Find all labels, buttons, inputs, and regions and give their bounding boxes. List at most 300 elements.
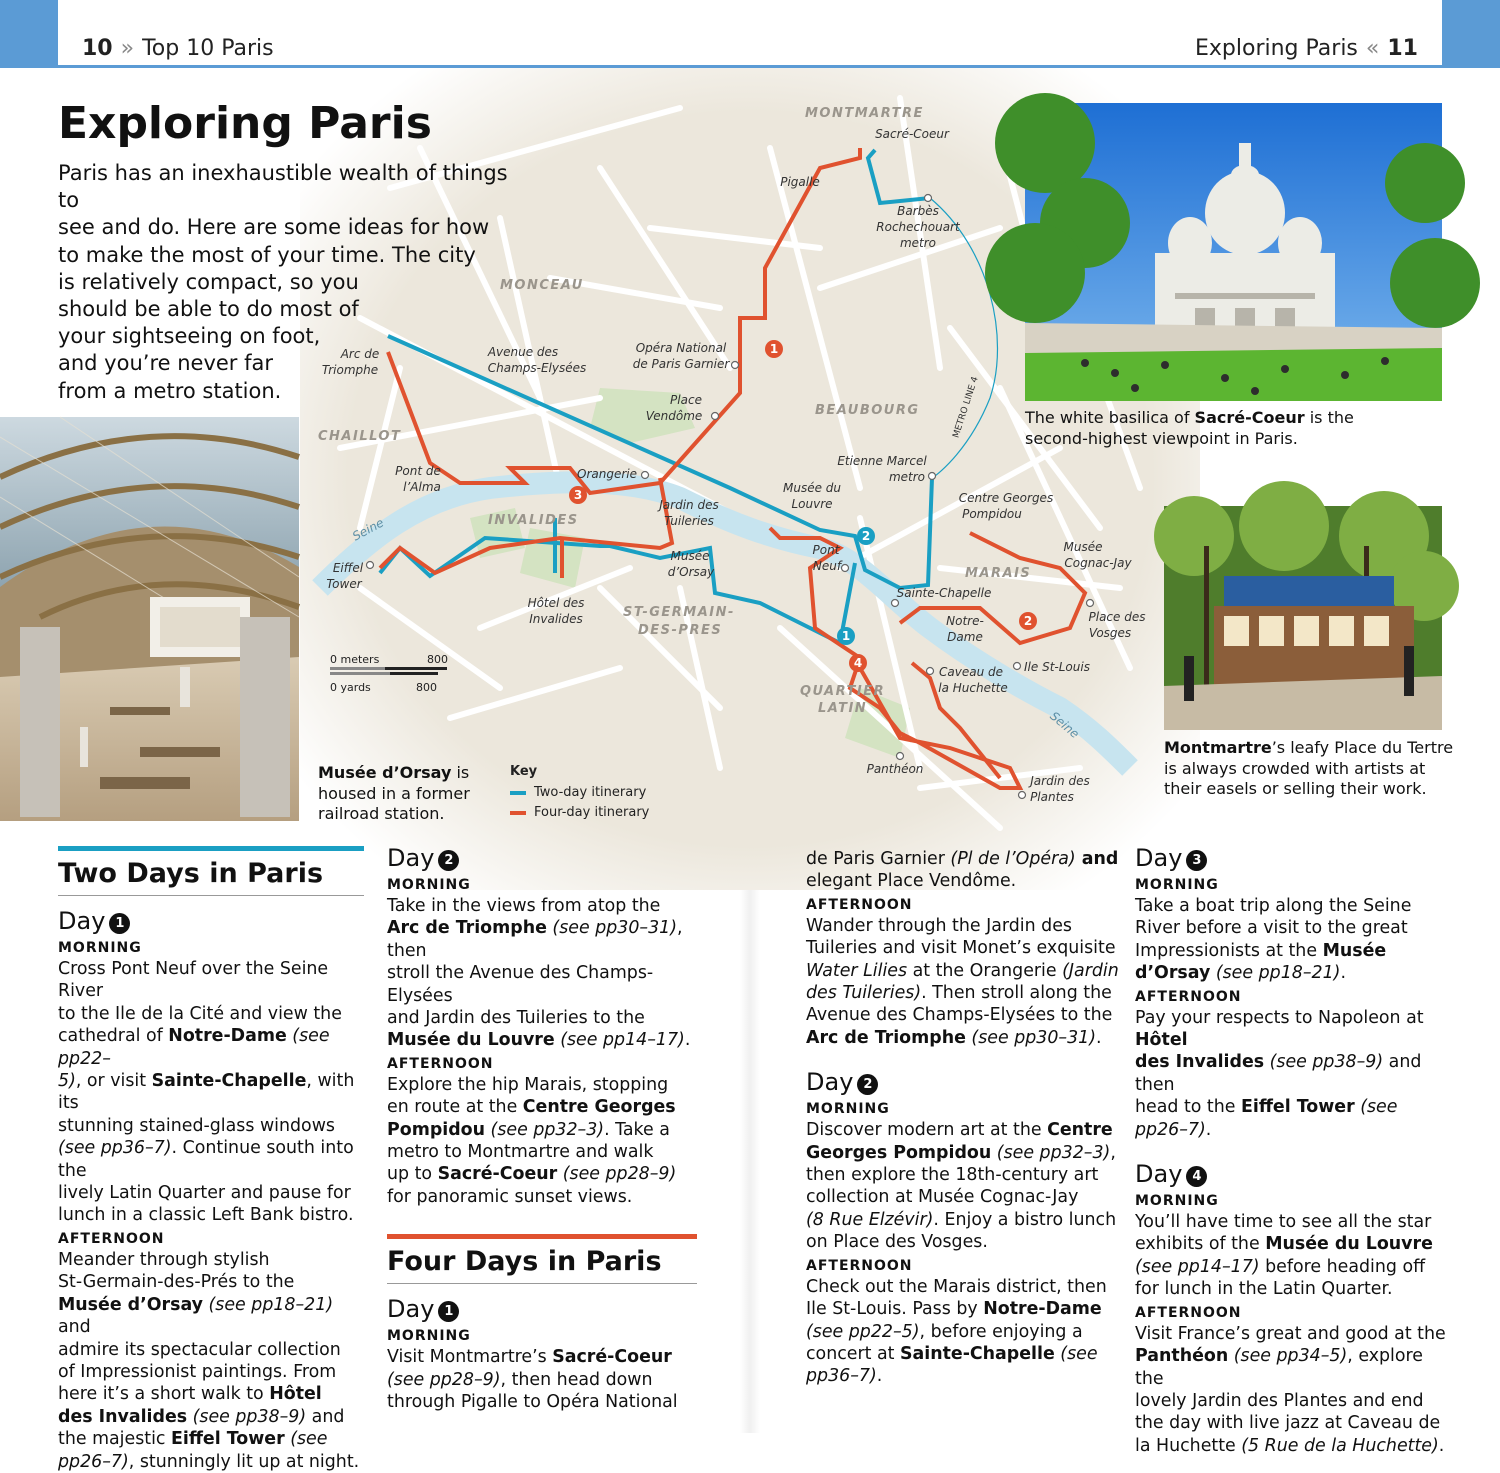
text-run: Pompidou bbox=[387, 1119, 486, 1140]
caption-text: is the bbox=[1304, 408, 1354, 427]
time-label: AFTERNOON bbox=[806, 896, 913, 913]
day-label: Day bbox=[58, 907, 106, 935]
text-run: and then bbox=[1135, 1052, 1422, 1095]
text-run: . Continue south into the bbox=[58, 1138, 354, 1181]
map-place-dot bbox=[732, 362, 739, 369]
text-run: d’Orsay bbox=[1135, 963, 1211, 984]
map-place-label: Orangerie bbox=[577, 467, 637, 481]
text-run: Visit France’s great and good at the bbox=[1135, 1323, 1446, 1344]
text-run: Eiffel Tower bbox=[171, 1429, 285, 1450]
text-run: collection at Musée Cognac-Jay bbox=[806, 1187, 1079, 1208]
map-key-row bbox=[510, 785, 649, 800]
text-run: lively Latin Quarter and pause for bbox=[58, 1183, 351, 1204]
map-place-label: Arc de bbox=[340, 347, 380, 361]
text-run: Check out the Marais district, then bbox=[806, 1276, 1107, 1297]
scale-bar bbox=[385, 667, 447, 670]
text-run: the day with live jazz at Caveau de bbox=[1135, 1413, 1441, 1434]
map-place-label: Louvre bbox=[791, 497, 833, 511]
intro-line: see and do. Here are some ideas for how bbox=[58, 215, 490, 240]
text-run: des Invalides bbox=[58, 1406, 188, 1427]
map-place-label: Panthéon bbox=[866, 762, 924, 776]
text-run: Impressionists at the bbox=[1135, 940, 1323, 961]
map-place-label: metro bbox=[888, 470, 926, 484]
text-run: , explore the bbox=[1135, 1346, 1423, 1389]
text-run: (8 Rue Elzévir) bbox=[806, 1209, 934, 1230]
caption-bold: Sacré-Coeur bbox=[1194, 408, 1305, 427]
map-place-label: Barbès bbox=[897, 204, 939, 218]
map-place-dot bbox=[1019, 792, 1026, 799]
section-rule-blue bbox=[58, 846, 364, 851]
map-place-label: Sainte-Chapelle bbox=[896, 586, 992, 600]
map-place-dot bbox=[712, 413, 719, 420]
text-run: , with its bbox=[58, 1071, 355, 1114]
day-label: Day bbox=[387, 844, 435, 872]
text-run: metro to Montmartre and walk bbox=[387, 1142, 654, 1163]
column-four-days-cont bbox=[806, 848, 1121, 1388]
map-key bbox=[510, 764, 649, 825]
text-run: for lunch in the Latin Quarter. bbox=[1135, 1279, 1393, 1300]
paragraph bbox=[806, 848, 1121, 893]
map-place-label: Jardin des bbox=[1030, 774, 1090, 788]
text-run: (Jardin bbox=[1062, 960, 1119, 981]
caption-text: housed in a former bbox=[318, 783, 470, 803]
day-label: Day bbox=[1135, 844, 1183, 872]
text-run: Centre Georges bbox=[522, 1097, 676, 1118]
text-run: Explore the hip Marais, stopping bbox=[387, 1074, 669, 1095]
map-place-label: Invalides bbox=[529, 612, 583, 626]
text-run: 5) bbox=[58, 1071, 76, 1092]
map-place-label: d’Orsay bbox=[667, 565, 715, 579]
map-place-label: metro bbox=[899, 236, 937, 250]
intro-line: and you’re never far bbox=[58, 351, 273, 376]
text-run: on Place des Vosges. bbox=[806, 1232, 988, 1253]
paragraph bbox=[1135, 895, 1455, 985]
running-head-right-text bbox=[1195, 36, 1418, 61]
time-label: MORNING bbox=[58, 940, 142, 956]
day-heading bbox=[387, 1294, 697, 1324]
text-run: stunning stained-glass windows bbox=[58, 1115, 335, 1136]
text-run: des Tuileries) bbox=[806, 983, 922, 1004]
intro-line: your sightseeing on foot, bbox=[58, 324, 321, 349]
time-label: AFTERNOON bbox=[387, 1055, 494, 1072]
text-run: and bbox=[1075, 849, 1119, 869]
day-number-badge: 2 bbox=[438, 850, 459, 871]
time-label: MORNING bbox=[806, 1101, 890, 1118]
map-place-label: Jardin des bbox=[659, 498, 719, 512]
day-number-badge: 2 bbox=[857, 1074, 878, 1095]
text-run: (see pp32–3) bbox=[485, 1119, 605, 1140]
orsay-caption bbox=[318, 763, 508, 825]
text-run: de Paris Garnier bbox=[806, 849, 951, 869]
text-run: exhibits of the bbox=[1135, 1234, 1266, 1255]
text-run: , bbox=[1110, 1142, 1116, 1163]
text-run: Hôtel bbox=[1135, 1030, 1188, 1051]
day-heading bbox=[1135, 1159, 1455, 1189]
text-run: (see pp28–9) bbox=[387, 1369, 501, 1390]
text-run: to the Ile de la Cité and view the bbox=[58, 1003, 342, 1024]
scale-bar bbox=[330, 667, 385, 670]
intro-paragraph bbox=[58, 160, 528, 405]
map-place-label: Ile St-Louis bbox=[1024, 660, 1090, 674]
text-run: Eiffel Tower bbox=[1241, 1097, 1355, 1118]
map-place-label: la Huchette bbox=[938, 681, 1008, 695]
text-run: Water Lilies bbox=[806, 960, 908, 981]
map-place-label: Avenue des bbox=[487, 345, 559, 359]
caption-text: second-highest viewpoint in Paris. bbox=[1025, 428, 1298, 448]
text-run: (see pp28–9) bbox=[557, 1164, 677, 1185]
text-run: Notre-Dame bbox=[983, 1299, 1102, 1320]
time-label: AFTERNOON bbox=[806, 1257, 913, 1274]
time-label: MORNING bbox=[1135, 1193, 1219, 1210]
text-run: pp26–7) bbox=[58, 1451, 129, 1472]
sacre-coeur-caption bbox=[1025, 408, 1442, 449]
paragraph bbox=[387, 1346, 697, 1413]
text-run: of Impressionist paintings. From bbox=[58, 1361, 337, 1382]
text-run: (see pp14–17) bbox=[554, 1030, 685, 1051]
text-run: (see pp34–5) bbox=[1228, 1346, 1348, 1367]
text-run: Musée du Louvre bbox=[1265, 1234, 1433, 1255]
text-run: head to the bbox=[1135, 1097, 1241, 1118]
text-run: (see pp32–3) bbox=[991, 1142, 1111, 1163]
map-place-label: Plantes bbox=[1030, 790, 1074, 804]
paragraph bbox=[1135, 1211, 1455, 1301]
map-place-dot bbox=[642, 472, 649, 479]
map-place-label: Rochechouart bbox=[876, 220, 960, 234]
text-run: Ile St-Louis. Pass by bbox=[806, 1299, 984, 1320]
text-run: cathedral of bbox=[58, 1026, 169, 1047]
map-key-label: Four-day itinerary bbox=[534, 805, 650, 820]
map-area-label: INVALIDES bbox=[488, 513, 579, 528]
text-run: . bbox=[684, 1030, 691, 1051]
text-run: (see pp36–7) bbox=[806, 1343, 1098, 1387]
text-run: (see pp18–21) bbox=[1210, 963, 1341, 984]
map-place-label: Hôtel des bbox=[527, 596, 585, 610]
caption-text: ’s leafy Place du Tertre bbox=[1271, 738, 1454, 757]
text-run: lovely Jardin des Plantes and end bbox=[1135, 1390, 1424, 1411]
map-key-row bbox=[510, 805, 649, 820]
column-day-two bbox=[387, 843, 697, 1414]
day-label: Day bbox=[1135, 1160, 1183, 1189]
intro-line: to make the most of your time. The city bbox=[58, 242, 476, 267]
route-marker-label: 2 bbox=[861, 529, 871, 543]
map-place-label: Opéra National bbox=[635, 341, 727, 355]
text-run: then explore the 18th-century art bbox=[806, 1165, 1099, 1186]
two-day-swatch bbox=[510, 791, 526, 795]
map-area-label: ST-GERMAIN- bbox=[623, 605, 735, 620]
text-run: lunch in a classic Left Bank bistro. bbox=[58, 1205, 354, 1226]
map-river-label: Seine bbox=[1047, 708, 1082, 742]
montmartre-photo bbox=[1164, 506, 1442, 730]
text-run: at the Orangerie bbox=[907, 960, 1063, 981]
map-place-label: Etienne Marcel bbox=[837, 454, 927, 468]
map-place-label: Caveau de bbox=[939, 665, 1003, 679]
text-run: Sacré-Coeur bbox=[552, 1347, 672, 1368]
text-run: Take a boat trip along the Seine bbox=[1135, 896, 1412, 916]
text-run: . Enjoy a bistro lunch bbox=[933, 1209, 1117, 1230]
text-run: Panthéon bbox=[1135, 1346, 1229, 1367]
caption-text: is always crowded with artists at bbox=[1164, 758, 1426, 778]
paragraph bbox=[1135, 1323, 1455, 1457]
page-number-left: 10 bbox=[82, 36, 113, 61]
map-place-label: Tuileries bbox=[664, 514, 714, 528]
caption-text: The white basilica of bbox=[1025, 408, 1195, 427]
day-heading bbox=[387, 843, 697, 873]
map-area-label: BEAUBOURG bbox=[815, 403, 920, 418]
text-run: , before enjoying a bbox=[919, 1321, 1083, 1342]
text-run: . bbox=[1438, 1435, 1445, 1456]
map-place-label: Champs-Elysées bbox=[487, 361, 587, 375]
text-run: , then bbox=[387, 918, 683, 961]
map-place-label: Musée bbox=[670, 549, 710, 563]
map-place-label: Pompidou bbox=[962, 507, 1022, 521]
paragraph bbox=[58, 1249, 364, 1473]
map-place-dot bbox=[842, 565, 849, 572]
map-key-title: Key bbox=[510, 764, 538, 779]
scale-meters-value: 800 bbox=[427, 653, 448, 666]
text-run: before heading off bbox=[1259, 1256, 1426, 1277]
map-place-label: Dame bbox=[947, 630, 983, 644]
running-head-left-title: Top 10 Paris bbox=[142, 36, 274, 61]
text-run: Sacré-Coeur bbox=[437, 1164, 558, 1185]
text-run: (see pp30–31) bbox=[546, 918, 678, 939]
text-run: (see pp26–7) bbox=[1135, 1097, 1398, 1140]
map-place-label: Notre- bbox=[946, 614, 984, 628]
map-place-label: Pont bbox=[812, 543, 840, 557]
time-label: AFTERNOON bbox=[58, 1230, 165, 1247]
map-place-label: Triomphe bbox=[321, 363, 379, 377]
map-area-label: LATIN bbox=[818, 701, 868, 716]
text-run: here it’s a short walk to bbox=[58, 1384, 270, 1405]
scale-yards-value: 800 bbox=[416, 681, 437, 694]
orsay-photo bbox=[0, 417, 299, 821]
map-area-label: CHAILLOT bbox=[318, 429, 402, 444]
text-run: Arc de Triomphe bbox=[387, 918, 547, 939]
text-run: through Pigalle to Opéra National bbox=[387, 1392, 678, 1413]
page-title: Exploring Paris bbox=[58, 98, 432, 149]
text-run: Tuileries and visit Monet’s exquisite bbox=[806, 938, 1116, 959]
map-place-label: Centre Georges bbox=[958, 491, 1054, 505]
paragraph bbox=[387, 1074, 697, 1208]
header-accent-right bbox=[1442, 0, 1500, 68]
text-run: admire its spectacular collection bbox=[58, 1339, 341, 1360]
map-place-dot bbox=[367, 562, 374, 569]
day-heading bbox=[1135, 843, 1455, 873]
text-run: . bbox=[1096, 1027, 1102, 1048]
chevron-right-icon: » bbox=[120, 36, 135, 61]
day-number-badge: 1 bbox=[109, 913, 130, 934]
text-run: Sainte-Chapelle bbox=[899, 1343, 1055, 1364]
text-run: Notre-Dame bbox=[168, 1026, 287, 1047]
text-run: Take in the views from atop the bbox=[387, 896, 661, 916]
header-accent-left bbox=[0, 0, 58, 68]
map-place-label: Musée bbox=[1063, 540, 1103, 554]
map-place-dot bbox=[927, 668, 934, 675]
paragraph bbox=[58, 958, 364, 1227]
map-place-label: Cognac-Jay bbox=[1064, 556, 1132, 570]
map-area-label: MONCEAU bbox=[500, 278, 584, 293]
text-run: (see pp38–9) bbox=[1264, 1052, 1384, 1073]
intro-line: should be able to do most of bbox=[58, 297, 359, 322]
montmartre-caption bbox=[1164, 738, 1464, 800]
map-place-dot bbox=[892, 600, 899, 607]
map-place-dot bbox=[929, 473, 936, 480]
map-area-label: MONTMARTRE bbox=[805, 106, 924, 121]
page-number-right: 11 bbox=[1387, 36, 1418, 61]
paragraph bbox=[806, 1119, 1121, 1253]
text-run: elegant Place Vendôme. bbox=[806, 871, 1017, 892]
text-run: Centre bbox=[1047, 1120, 1113, 1141]
section-heading: Two Days in Paris bbox=[58, 857, 364, 896]
text-run: (Pl de l’Opéra) bbox=[950, 849, 1076, 869]
text-run: , then head down bbox=[500, 1369, 653, 1390]
text-run: stroll the Avenue des Champs-Elysées bbox=[387, 963, 654, 1006]
text-run: Musée d’Orsay bbox=[58, 1294, 203, 1315]
route-marker-label: 2 bbox=[1023, 614, 1033, 628]
scale-yards-label: 0 yards bbox=[330, 681, 371, 694]
map-place-label: Pigalle bbox=[780, 175, 820, 189]
text-run: and bbox=[58, 1317, 91, 1338]
map-key-label: Two-day itinerary bbox=[534, 785, 647, 800]
text-run: Discover modern art at the bbox=[806, 1120, 1048, 1141]
text-run: for panoramic sunset views. bbox=[387, 1186, 633, 1207]
caption-text: their easels or selling their work. bbox=[1164, 779, 1427, 798]
text-run: (see pp36–7) bbox=[58, 1138, 172, 1159]
text-run: Wander through the Jardin des bbox=[806, 915, 1072, 936]
time-label: MORNING bbox=[387, 877, 471, 893]
intro-line: from a metro station. bbox=[58, 378, 282, 403]
text-run: up to bbox=[387, 1164, 438, 1185]
map-place-label: Place bbox=[670, 393, 702, 407]
text-run: Musée bbox=[1322, 940, 1387, 961]
text-run: Meander through stylish bbox=[58, 1249, 270, 1270]
text-run: (see pp22– bbox=[58, 1026, 330, 1069]
caption-text: is bbox=[451, 763, 470, 782]
route-marker-label: 1 bbox=[841, 629, 851, 643]
text-run: Arc de Triomphe bbox=[806, 1027, 966, 1048]
day-label: Day bbox=[806, 1068, 854, 1097]
text-run: Hôtel bbox=[269, 1384, 322, 1405]
route-marker-label: 1 bbox=[769, 342, 779, 356]
text-run: Musée du Louvre bbox=[387, 1030, 555, 1051]
text-run: , or visit bbox=[75, 1071, 152, 1092]
text-run: River before a visit to the great bbox=[1135, 918, 1408, 939]
text-run: Georges Pompidou bbox=[806, 1142, 992, 1163]
text-run: . bbox=[1340, 963, 1346, 984]
map-place-label: Neuf bbox=[812, 559, 842, 573]
route-marker-label: 3 bbox=[573, 488, 583, 502]
text-run: en route at the bbox=[387, 1097, 523, 1118]
text-run: St-Germain-des-Prés to the bbox=[58, 1272, 295, 1293]
map-place-label: Tower bbox=[326, 577, 362, 591]
running-head-left-text bbox=[82, 36, 274, 61]
intro-line: Paris has an inexhaustible wealth of things to bbox=[58, 161, 508, 213]
running-head-right-title: Exploring Paris bbox=[1195, 36, 1358, 61]
text-run: (see pp18–21) bbox=[202, 1294, 334, 1315]
paragraph bbox=[387, 895, 697, 1052]
text-run: (see pp22–5) bbox=[806, 1321, 920, 1342]
scale-meters-label: 0 meters bbox=[330, 653, 380, 666]
text-run: Pay your respects to Napoleon at bbox=[1135, 1007, 1424, 1028]
map-place-dot bbox=[897, 753, 904, 760]
scale-bar bbox=[390, 672, 438, 675]
time-label: MORNING bbox=[387, 1328, 471, 1345]
time-label: AFTERNOON bbox=[1135, 1304, 1242, 1321]
map-place-label: l’Alma bbox=[403, 480, 441, 494]
map-place-label: Eiffel bbox=[332, 561, 364, 575]
text-run: . Take a bbox=[604, 1119, 670, 1140]
column-days-three-four bbox=[1135, 843, 1455, 1457]
text-run: (see pp30–31) bbox=[965, 1027, 1097, 1048]
map-place-dot bbox=[925, 195, 932, 202]
map-place-label: Pont de bbox=[395, 464, 441, 478]
map-line-label: METRO LINE 4 bbox=[951, 375, 981, 440]
text-run: (see bbox=[284, 1429, 328, 1450]
text-run: Visit Montmartre’s bbox=[387, 1347, 553, 1368]
day-number-badge: 4 bbox=[1186, 1166, 1207, 1187]
map-place-label: Musée du bbox=[782, 481, 842, 495]
text-run: Cross Pont Neuf over the Seine River bbox=[58, 959, 329, 1002]
sacre-coeur-photo bbox=[1025, 103, 1442, 401]
map-place-label: de Paris Garnier bbox=[632, 357, 730, 371]
text-run: You’ll have time to see all the star bbox=[1135, 1212, 1432, 1233]
map-place-dot bbox=[1014, 663, 1021, 670]
map-area-label: MARAIS bbox=[965, 566, 1032, 581]
text-run: and bbox=[306, 1406, 345, 1427]
paragraph bbox=[806, 1276, 1121, 1388]
four-day-swatch bbox=[510, 811, 526, 815]
paragraph bbox=[1135, 1007, 1455, 1141]
caption-bold: Musée d’Orsay bbox=[318, 763, 452, 782]
map-place-dot bbox=[1087, 600, 1094, 607]
column-two-days bbox=[58, 846, 364, 1473]
map-river-label: Seine bbox=[350, 515, 387, 544]
caption-bold: Montmartre bbox=[1164, 738, 1272, 757]
text-run: (see pp14–17) bbox=[1135, 1256, 1260, 1277]
day-number-badge: 3 bbox=[1186, 850, 1207, 871]
time-label: MORNING bbox=[1135, 877, 1219, 893]
section-heading: Four Days in Paris bbox=[387, 1245, 697, 1284]
caption-text: railroad station. bbox=[318, 804, 445, 823]
text-run: la Huchette bbox=[1135, 1435, 1242, 1456]
day-heading bbox=[806, 1067, 1121, 1097]
map-place-label: Vendôme bbox=[645, 409, 703, 423]
map-place-label: Sacré-Coeur bbox=[875, 127, 949, 141]
map-place-label: Place des bbox=[1088, 610, 1146, 624]
chevron-left-icon: « bbox=[1365, 36, 1380, 61]
paragraph bbox=[806, 915, 1121, 1049]
day-heading bbox=[58, 906, 364, 936]
map-area-label: QUARTIER bbox=[800, 684, 886, 699]
text-run: (see pp38–9) bbox=[187, 1406, 307, 1427]
intro-line: is relatively compact, so you bbox=[58, 269, 359, 294]
text-run: . bbox=[1205, 1119, 1212, 1140]
day-label: Day bbox=[387, 1295, 435, 1324]
map-place-label: Vosges bbox=[1088, 626, 1132, 640]
text-run: des Invalides bbox=[1135, 1052, 1265, 1073]
map-area-label: DES-PRES bbox=[638, 623, 723, 638]
text-run: . bbox=[876, 1366, 883, 1387]
text-run: (5 Rue de la Huchette) bbox=[1241, 1435, 1439, 1456]
text-run: Sainte-Chapelle bbox=[151, 1071, 307, 1092]
time-label: AFTERNOON bbox=[1135, 988, 1242, 1005]
text-run: . Then stroll along the bbox=[921, 983, 1112, 1004]
text-run: the majestic bbox=[58, 1429, 171, 1450]
day-number-badge: 1 bbox=[438, 1301, 459, 1322]
section-rule-orange bbox=[387, 1234, 697, 1239]
scale-bar bbox=[330, 672, 390, 675]
text-run: Avenue des Champs-Elysées to the bbox=[806, 1005, 1113, 1026]
text-run: , stunningly lit up at night. bbox=[128, 1451, 360, 1472]
